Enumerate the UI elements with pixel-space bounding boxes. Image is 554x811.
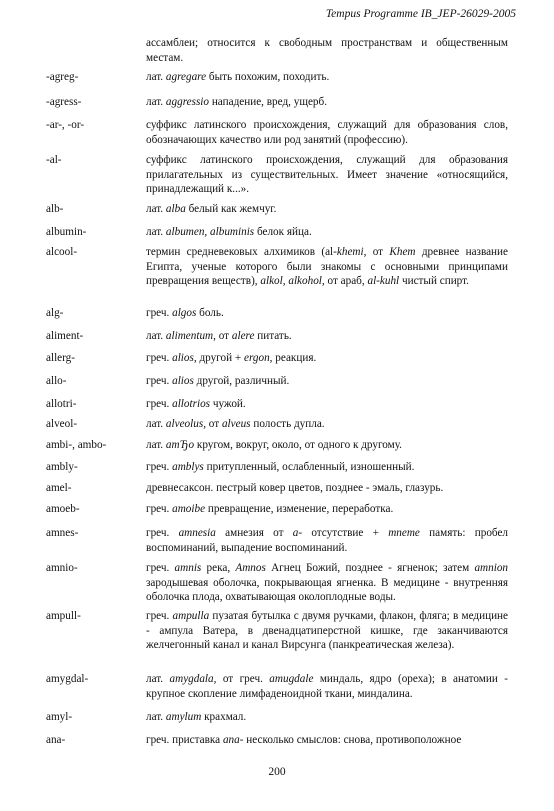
- entry-definition: греч. algos боль.: [146, 307, 224, 319]
- entry-definition: лат. alimentum, от alere питать.: [146, 330, 292, 342]
- entry-term: amygdal-: [46, 673, 89, 685]
- entry-term: amel-: [46, 482, 72, 494]
- entry-definition: греч. ampulla пузатая бутылка с двумя ручками, флакон, фляга; в медицине - ампула Ватера, в двенадцатиперстной кишке, где заканчиваются желчегонный канал и канал Вирсунга (панкреатическая железа).: [146, 610, 509, 651]
- entry-term: -agress-: [46, 96, 82, 108]
- entry-definition: греч. amoibe превращение, изменение, переработка.: [146, 503, 394, 515]
- entry-definition: греч. allotrios чужой.: [146, 398, 246, 410]
- entry-term: allotri-: [46, 398, 77, 410]
- entry-definition: лат. amygdala, от греч. amugdale миндаль, ядро (ореха); в анатомии - крупное скопление лимфаденоидной ткани, миндалина.: [146, 673, 508, 700]
- entry-term: alb-: [46, 203, 64, 215]
- entry-term: amnes-: [46, 527, 79, 539]
- entry-term: ampull-: [46, 610, 81, 622]
- entry-term: alcool-: [46, 246, 78, 258]
- entry-term: allo-: [46, 375, 67, 387]
- entry-term: -agreg-: [46, 71, 79, 83]
- entry-term: ambi-, ambo-: [46, 439, 107, 451]
- entry-definition: лат. agregare быть похожим, походить.: [146, 71, 330, 83]
- entry-term: amnio-: [46, 562, 78, 574]
- entry-definition: лат. aggressio нападение, вред, ущерб.: [146, 96, 327, 108]
- entry-definition: греч. amblys притупленный, ослабленный, изношенный.: [146, 461, 415, 473]
- entry-definition: греч. alios другой, различный.: [146, 375, 290, 387]
- entry-definition: суффикс латинского происхождения, служащий для образования слов, обозначающих качество или род занятий (профессию).: [146, 119, 508, 146]
- entry-term: ana-: [46, 734, 66, 746]
- entry-term: -ar-, -or-: [46, 119, 85, 131]
- entry-definition: греч. amnesia амнезия от а- отсутствие + mneme память: пробел воспоминаний, выпадение воспоминаний.: [146, 527, 509, 554]
- entry-term: amyl-: [46, 711, 73, 723]
- entry-definition: суффикс латинского происхождения, служащий для образования прилагательных из существительных. Имеет значение «относящийся, принадлежащий к...».: [146, 154, 508, 195]
- entry-term: albumin-: [46, 226, 87, 238]
- entry-definition: термин средневековых алхимиков (al-khemi, от Khem древнее название Египта, ученые которого были знакомы с основными принципами превращения веществ), alkol, alkohol, от араб, al-kuhl чистый спирт.: [146, 246, 508, 287]
- entry-definition: лат. alba белый как жемчуг.: [146, 203, 277, 215]
- entry-definition: греч. приставка ana- несколько смыслов: снова, противоположное: [146, 734, 462, 746]
- running-header: Tempus Programme IB_JEP-26029-2005: [325, 8, 516, 20]
- entry-definition: лат. amЂо кругом, вокруг, около, от одного к другому.: [146, 439, 402, 451]
- entry-definition: древнесаксон. пестрый ковер цветов, позднее - эмаль, глазурь.: [146, 482, 444, 494]
- entry-term: alveol-: [46, 418, 78, 430]
- entry-term: alg-: [46, 307, 64, 319]
- entry-definition: лат. amylum крахмал.: [146, 711, 247, 723]
- entry-term: allerg-: [46, 352, 75, 364]
- entry-term: ambly-: [46, 461, 78, 473]
- entry-term: aliment-: [46, 330, 84, 342]
- entry-definition: греч. alios, другой + ergon, реакция.: [146, 352, 317, 364]
- entry-term: amoeb-: [46, 503, 80, 515]
- continued-definition: ассамблеи; относится к свободным пространствам и общественным местам.: [146, 37, 508, 64]
- entry-definition: лат. alveolus, от alveus полость дупла.: [146, 418, 325, 430]
- entry-definition: греч. amnis река, Amnos Агнец Божий, позднее - ягненок; затем amnion зародышевая оболочка, покрывающая ягненка. В медицине - внутренняя оболочка плода, охватывающая околоплодные воды.: [146, 562, 508, 603]
- entry-term: -al-: [46, 154, 62, 166]
- entry-definition: лат. albumen, albuminis белок яйца.: [146, 226, 312, 238]
- page-number: 200: [268, 766, 286, 778]
